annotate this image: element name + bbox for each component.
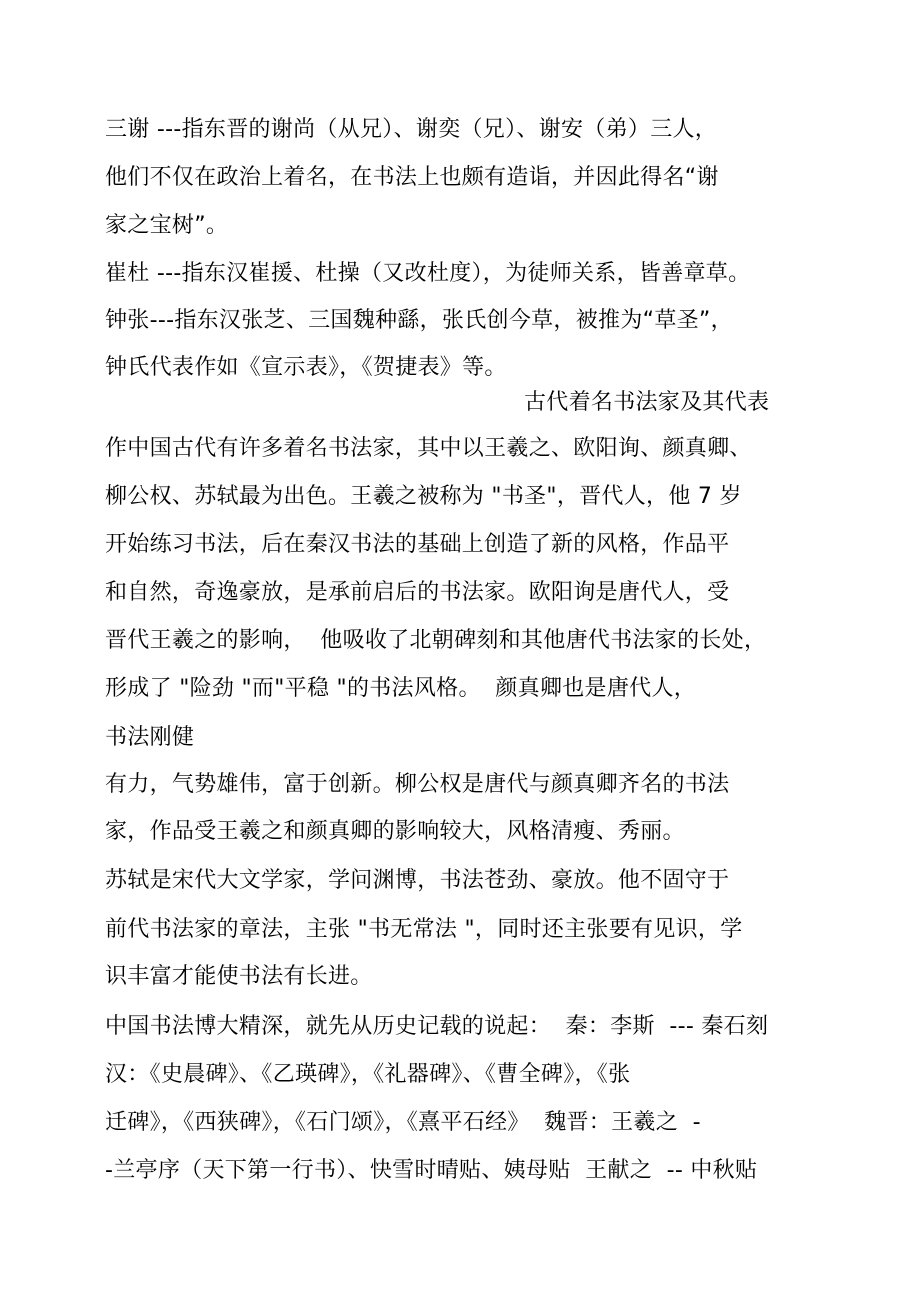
text-line: 有力，气势雄伟，富于创新。柳公权是唐代与颜真卿齐名的书法 — [105, 772, 730, 797]
text-line: -兰亭序（天下第一行书）、快雪时晴贴、姨母贴 王献之 -- 中秋贴 — [105, 1158, 758, 1183]
section-heading: 古代着名书法家及其代表 — [524, 390, 770, 415]
text-line: 迁碑》，《西狭碑》，《石门颂》，《熹平石经》 魏晋：王羲之 - — [105, 1110, 701, 1135]
text-line: 书法刚健 — [105, 725, 195, 750]
text-line: 和自然，奇逸豪放，是承前启后的书法家。欧阳询是唐代人，受 — [105, 580, 730, 605]
text-line: 苏轼是宋代大文学家，学问渊博，书法苍劲、豪放。他不固守于 — [105, 868, 730, 893]
text-line: 前代书法家的章法，主张 "书无常法 "，同时还主张要有见识，学 — [105, 917, 743, 942]
text-line: 作中国古代有许多着名书法家，其中以王羲之、欧阳询、颜真卿、 — [105, 436, 752, 461]
text-line: 他们不仅在政治上着名，在书法上也颇有造诣，并因此得名“谢 — [105, 165, 719, 190]
text-line: 汉：《史晨碑》、《乙瑛碑》，《礼器碑》、《曹全碑》，《张 — [105, 1062, 631, 1087]
text-line: 家，作品受王羲之和颜真卿的影响较大，风格清瘦、秀丽。 — [105, 819, 685, 844]
text-line: 晋代王羲之的影响， 他吸收了北朝碑刻和其他唐代书法家的长处， — [105, 628, 767, 653]
text-line: 钟氏代表作如《宣示表》，《贺捷表》等。 — [105, 355, 507, 380]
text-line: 形成了 "险劲 "而"平稳 "的书法风格。 颜真卿也是唐代人， — [105, 676, 697, 701]
text-line: 崔杜 ---指东汉崔援、杜操（又改杜度），为徒师关系，皆善章草。 — [105, 261, 751, 286]
text-line: 开始练习书法，后在秦汉书法的基础上创造了新的风格，作品平 — [105, 532, 730, 557]
text-line: 三谢 ---指东晋的谢尚（从兄）、谢奕（兄）、谢安（弟）三人， — [105, 117, 718, 142]
text-line: 柳公权、苏轼最为出色。王羲之被称为 "书圣"，晋代人，他 7 岁 — [105, 484, 742, 509]
text-line: 钟张---指东汉张芝、三国魏种繇，张氏创今草，被推为“草圣”， — [105, 308, 733, 333]
text-line: 家之宝树”。 — [105, 213, 229, 238]
text-line: 识丰富才能使书法有长进。 — [105, 964, 373, 989]
text-line: 中国书法博大精深，就先从历史记载的说起： 秦：李斯 --- 秦石刻 — [105, 1014, 769, 1039]
